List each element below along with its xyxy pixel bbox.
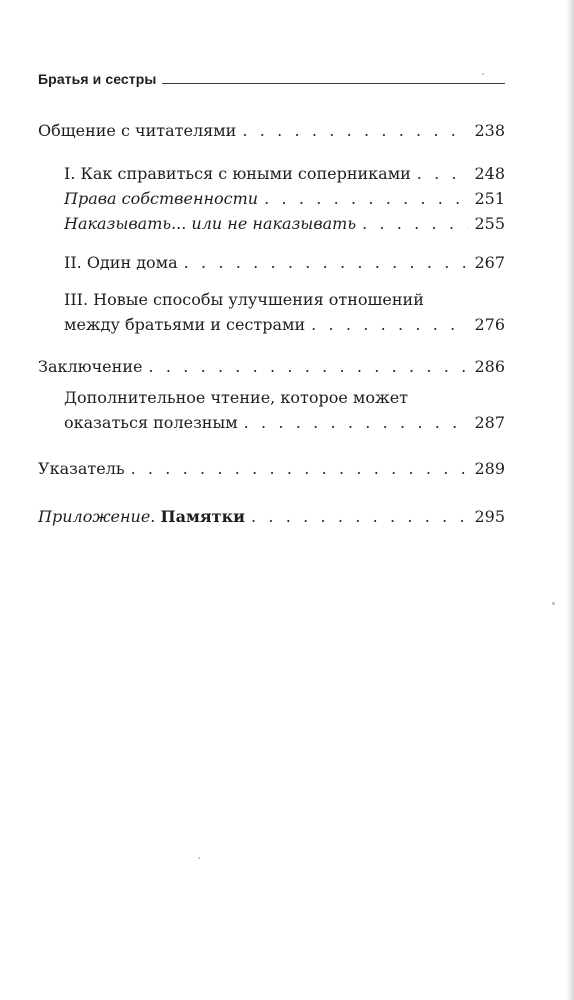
toc-entry-title-italic: Приложение.: [38, 507, 156, 526]
toc-entry-title: I. Как справиться с юными соперниками: [64, 164, 411, 183]
toc-entry-title: II. Один дома: [64, 253, 178, 272]
scan-speck: [552, 602, 555, 605]
toc-entry-title-line2: между братьями и сестрами: [64, 315, 306, 334]
dot-leader: [242, 118, 468, 143]
toc-entry-chapter-3[interactable]: [64, 287, 505, 337]
dot-leader: [244, 410, 469, 435]
toc-entry-title-bold: Памятки: [160, 507, 245, 526]
toc-entry-title: Общение с читателями: [38, 121, 237, 140]
running-head: [38, 66, 505, 86]
toc-entry-conclusion[interactable]: [38, 354, 505, 379]
toc-entry-title-line2: оказаться полезным: [64, 413, 238, 432]
toc-entry-punish[interactable]: [64, 211, 505, 236]
toc-page-number: 276: [474, 315, 505, 334]
toc-entry-chapter-2[interactable]: [64, 250, 505, 275]
toc-page-number: 286: [474, 357, 505, 376]
dot-leader: [131, 456, 469, 481]
toc-entry-property-rights[interactable]: [64, 186, 505, 211]
toc-page-number: 289: [474, 459, 505, 478]
toc-entry-title-line1: III. Новые способы улучшения отношений: [64, 290, 424, 309]
running-head-title: Братья и сестры: [38, 71, 157, 87]
toc-page-number: 295: [474, 507, 505, 526]
toc-page-number: 287: [474, 413, 505, 432]
running-head-rule: [162, 83, 505, 84]
toc-page-number: 248: [474, 164, 505, 183]
toc-entry-title-line1: Дополнительное чтение, которое может: [64, 388, 409, 407]
toc-entry-further-reading[interactable]: [64, 385, 505, 435]
dot-leader: [362, 211, 468, 236]
page-edge-shadow: [566, 0, 574, 1000]
dot-leader: [148, 354, 468, 379]
toc-entry-title: Указатель: [38, 459, 125, 478]
dot-leader: [184, 250, 469, 275]
toc-entry-index[interactable]: [38, 456, 505, 481]
dot-leader: [417, 161, 469, 186]
toc-entry-title: [38, 504, 245, 529]
dot-leader: [264, 186, 468, 211]
toc-page-number: 267: [474, 253, 505, 272]
toc-entry-chapter-1[interactable]: [64, 161, 505, 186]
toc-entry-title: Права собственности: [64, 189, 259, 208]
dot-leader: [251, 504, 468, 529]
toc-page-number: 251: [474, 189, 505, 208]
scan-speck: [198, 857, 200, 859]
toc-page-number: 238: [474, 121, 505, 140]
toc-entry-title: Заключение: [38, 357, 143, 376]
toc-entry-reader-communication[interactable]: [38, 118, 505, 143]
scan-speck: [482, 73, 484, 75]
dot-leader: [311, 312, 468, 337]
toc-page-number: 255: [474, 214, 505, 233]
toc-entry-appendix[interactable]: [38, 504, 505, 529]
toc-entry-title: Наказывать... или не наказывать: [64, 214, 357, 233]
